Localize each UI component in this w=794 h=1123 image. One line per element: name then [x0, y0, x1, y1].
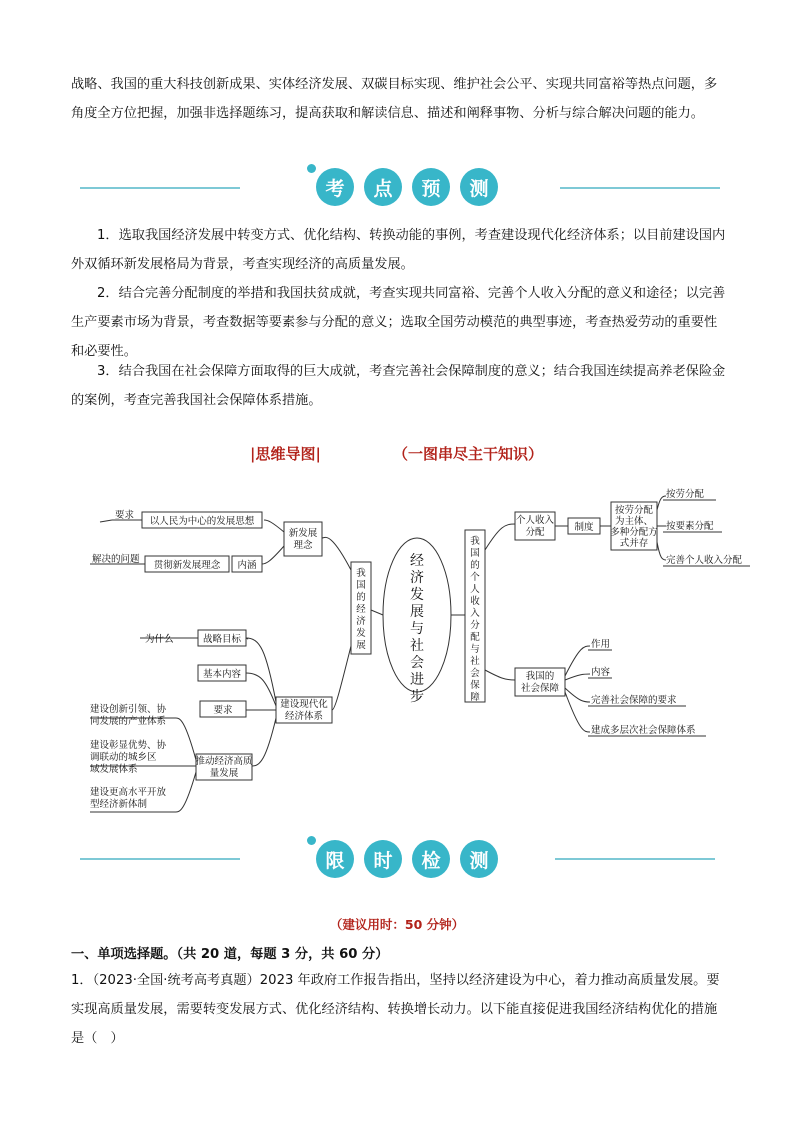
social-security-label: 我国的社会保障 [520, 671, 560, 694]
question-section-heading: 一、单项选择题。（共 20 道，每题 3 分，共 60 分） [71, 947, 389, 962]
left-branch-label: 我国的经济发展 [356, 568, 366, 651]
promote-hq-label: 推动经济高质量发展 [195, 756, 253, 779]
section-char: 预 [412, 168, 450, 206]
center-node-label [410, 553, 424, 705]
mindmap-diagram [0, 470, 794, 830]
forecast-item-2: 2．结合完善分配制度的举措和我国扶贫成就，考查实现共同富裕、完善个人收入分配的意义和途径；以完善生产要素市场为背景，考查数据等要素参与分配的意义；选取全国劳动模范的典型事迹，考查热爱劳动的重要性和必要性。 [71, 286, 726, 359]
section-char: 测 [460, 168, 498, 206]
people-centered-label: 以人民为中心的发展思想 [149, 516, 255, 527]
why-label: 为什么 [145, 634, 174, 645]
regional-label: 建设彰显优势、协调联动的城乡区域发展体系 [90, 740, 167, 775]
section-char: 测 [460, 840, 498, 878]
section-char: 限 [316, 840, 354, 878]
suggested-time: （建议用时：50 分钟） [329, 917, 465, 932]
role-label: 作用 [591, 639, 611, 650]
multi-level-label: 建成多层次社会保障体系 [591, 725, 696, 736]
center-text: 经济发展与社会进步 [410, 553, 424, 705]
req1-label: 要求 [115, 510, 135, 521]
mindmap-title: |思维导图| [250, 445, 321, 463]
system-label: 制度 [574, 522, 594, 533]
section-title-test [316, 840, 498, 878]
section-divider-left [80, 858, 240, 860]
section-divider-right [560, 187, 720, 189]
section-divider-right [555, 858, 715, 860]
basic-content-label: 基本内容 [202, 669, 242, 680]
right-branch-label: 我国的个人收入分配与社会保障 [470, 536, 480, 703]
section-char: 点 [364, 168, 402, 206]
decor-dot [307, 164, 316, 173]
mindmap-subtitle: （一图串尽主干知识） [393, 445, 544, 463]
personal-income-label: 个人收入分配 [515, 515, 555, 538]
decor-dot [307, 836, 316, 845]
solve-label: 解决的问题 [92, 554, 140, 565]
by-labor-label: 按劳分配 [666, 489, 705, 500]
improve-income-label: 完善个人收入分配 [666, 555, 743, 566]
by-factor-label: 按要素分配 [666, 521, 714, 532]
question-1: 1．（2023·全国·统考高考真题）2023 年政府工作报告指出，坚持以经济建设为中心，着力推动高质量发展。要实现高质量发展，需要转变发展方式、优化经济结构、转换增长动力。以下能直接促进我国经济结构优化的措施是（ ） [71, 973, 720, 1046]
connotation-label: 内涵 [237, 560, 257, 571]
industry-label: 建设创新引领、协同发展的产业体系 [90, 704, 167, 727]
section-char: 考 [316, 168, 354, 206]
section-char: 时 [364, 840, 402, 878]
forecast-item-3: 3．结合我国在社会保障方面取得的巨大成就，考查完善社会保障制度的意义；结合我国连续提高养老保险金的案例，考查完善我国社会保障体系措施。 [71, 364, 726, 408]
new-concept-label: 新发展理念 [288, 528, 318, 551]
req2-label: 要求 [213, 705, 233, 716]
content-label: 内容 [591, 667, 611, 678]
open-label: 建设更高水平开放型经济新体制 [90, 787, 167, 810]
section-title-forecast [316, 168, 498, 206]
implement-label: 贯彻新发展理念 [153, 560, 221, 571]
section-divider-left [80, 187, 240, 189]
improve-req-label: 完善社会保障的要求 [591, 695, 677, 706]
forecast-item-1: 1．选取我国经济发展中转变方式、优化结构、转换动能的事例，考查建设现代化经济体系；以目前建设国内外双循环新发展格局为背景，考查实现经济的高质量发展。 [71, 228, 726, 272]
build-modern-label: 建设现代化经济体系 [280, 699, 328, 722]
section-char: 检 [412, 840, 450, 878]
labor-main-label: 按劳分配为主体、多种分配方式并存 [610, 505, 658, 549]
strategic-goal-label: 战略目标 [202, 634, 242, 645]
intro-paragraph: 战略、我国的重大科技创新成果、实体经济发展、双碳目标实现、维护社会公平、实现共同富裕等热点问题，多角度全方位把握，加强非选择题练习，提高获取和解读信息、描述和阐释事物、分析与综合解决问题的能力。 [71, 77, 718, 121]
